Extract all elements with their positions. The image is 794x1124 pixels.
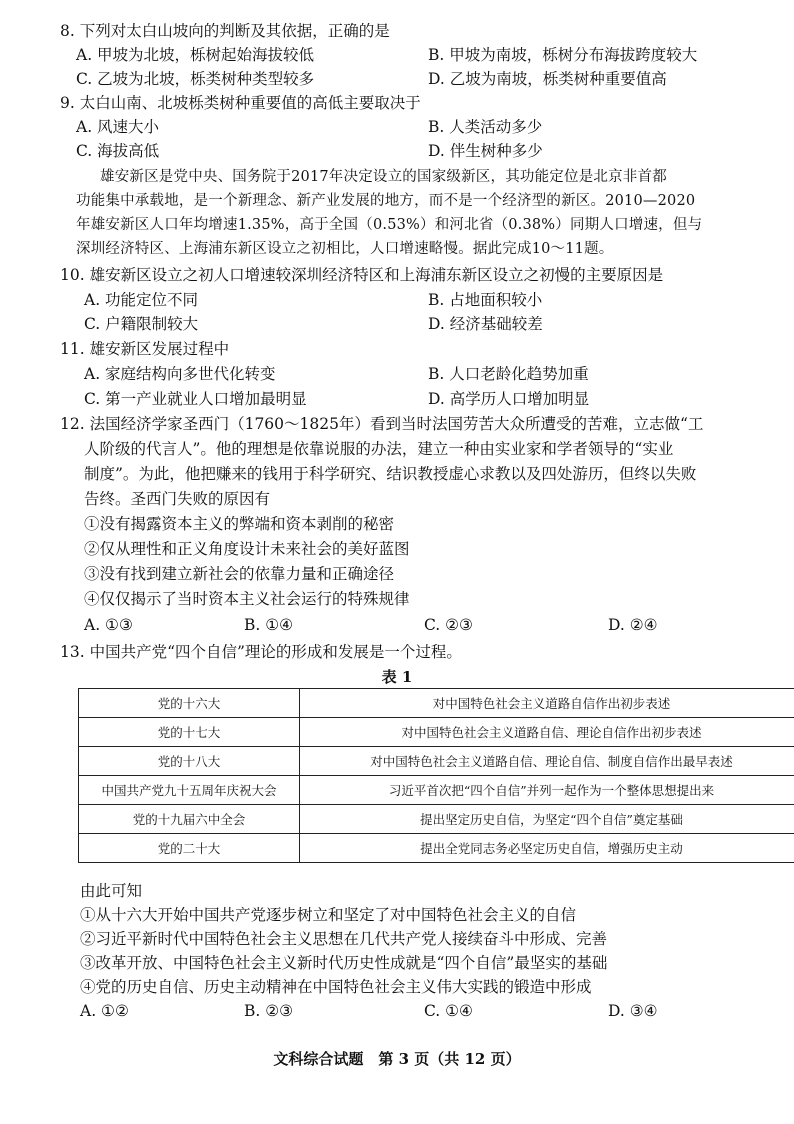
- table-caption: 表 1: [381, 668, 413, 686]
- q12-statement: ④仅仅揭示了当时资本主义社会运行的特殊规律: [84, 590, 410, 608]
- table-cell-content: 提出全党同志务必坚定历史自信，增强历史主动: [300, 834, 794, 863]
- q12-stem-line: 制度”。为此，他把赚来的钱用于科学研究、结识教授虚心求教以及四处游历，但终以失败: [84, 465, 697, 483]
- passage-line: 功能集中承载地，是一个新理念、新产业发展的地方，而不是一个经济型的新区。2010—2020: [76, 193, 696, 209]
- q9-stem: 9. 太白山南、北坡栎类树种重要值的高低主要取决于: [60, 94, 421, 112]
- q12-statement: ①没有揭露资本主义的弊端和资本剥削的秘密: [84, 515, 395, 533]
- table-row: [79, 689, 794, 718]
- timeline-table: [78, 688, 794, 863]
- q8-stem: 8. 下列对太白山坡向的判断及其依据，正确的是: [60, 22, 390, 40]
- q13-statement: ②习近平新时代中国特色社会主义思想在几代共产党人接续奋斗中形成、完善: [80, 930, 608, 948]
- q12-stem-line: 12. 法国经济学家圣西门（1760～1825年）看到当时法国劳苦大众所遭受的苦难，立志做“工: [60, 415, 704, 433]
- q12-option-c: C. ②③: [424, 616, 473, 634]
- table-cell-event: 党的十七大: [79, 718, 300, 747]
- q12-option-b: B. ①④: [244, 616, 294, 634]
- q10-option-a: A. 功能定位不同: [84, 291, 199, 309]
- q13-statement: ④党的历史自信、历史主动精神在中国特色社会主义伟大实践的锻造中形成: [80, 978, 592, 996]
- q12-option-d: D. ②④: [608, 616, 658, 634]
- q9-option-c: C. 海拔高低: [76, 142, 160, 160]
- q9-option-d: D. 伴生树种多少: [428, 142, 543, 160]
- q13-statement: ①从十六大开始中国共产党逐步树立和坚定了对中国特色社会主义的自信: [80, 906, 577, 924]
- q13-lead: 由此可知: [80, 882, 143, 900]
- passage-line: 年雄安新区人口年均增速1.35%，高于全国（0.53%）和河北省（0.38%）同期人口增速，但与: [76, 217, 703, 233]
- q13-option-a: A. ①②: [80, 1002, 129, 1020]
- q10-option-d: D. 经济基础较差: [428, 315, 543, 333]
- q9-option-b: B. 人类活动多少: [428, 118, 543, 136]
- table-cell-event: 党的十九届六中全会: [79, 805, 300, 834]
- table-cell-content: 提出坚定历史自信，为坚定“四个自信”奠定基础: [300, 805, 794, 834]
- table-cell-event: 党的十八大: [79, 747, 300, 776]
- q11-option-c: C. 第一产业就业人口增加最明显: [84, 390, 307, 408]
- q13-option-b: B. ②③: [244, 1002, 294, 1020]
- q9-option-a: A. 风速大小: [76, 118, 160, 136]
- q13-option-d: D. ③④: [608, 1002, 658, 1020]
- table-cell-event: 党的二十大: [79, 834, 300, 863]
- q12-stem-line: 告终。圣西门失败的原因有: [84, 490, 271, 508]
- q12-stem-line: 人阶级的代言人”。他的理想是依靠说服的办法，建立一种由实业家和学者领导的“实业: [84, 440, 674, 458]
- passage-line: 深圳经济特区、上海浦东新区设立之初相比，人口增速略慢。据此完成10～11题。: [76, 241, 614, 257]
- table-cell-content: 习近平首次把“四个自信”并列一起作为一个整体思想提出来: [300, 776, 794, 805]
- page-footer: 文科综合试题 第 3 页（共 12 页）: [273, 1050, 521, 1068]
- q11-stem: 11. 雄安新区发展过程中: [60, 340, 230, 358]
- q11-option-d: D. 高学历人口增加明显: [428, 390, 590, 408]
- table-cell-content: 对中国特色社会主义道路自信作出初步表述: [300, 689, 794, 718]
- q10-option-c: C. 户籍限制较大: [84, 315, 199, 333]
- table-row: [79, 776, 794, 805]
- table-cell-event: 中国共产党九十五周年庆祝大会: [79, 776, 300, 805]
- q11-option-b: B. 人口老龄化趋势加重: [428, 365, 589, 383]
- q8-option-d: D. 乙坡为南坡，栎类树种重要值高: [428, 70, 667, 88]
- table-row: [79, 805, 794, 834]
- q12-option-a: A. ①③: [84, 616, 133, 634]
- q8-option-b: B. 甲坡为南坡，栎树分布海拔跨度较大: [428, 46, 698, 64]
- q12-statement: ②仅从理性和正义角度设计未来社会的美好蓝图: [84, 540, 410, 558]
- table-cell-content: 对中国特色社会主义道路自信、理论自信作出初步表述: [300, 718, 794, 747]
- q13-option-c: C. ①④: [424, 1002, 473, 1020]
- table-row: [79, 718, 794, 747]
- q8-option-a: A. 甲坡为北坡，栎树起始海拔较低: [76, 46, 315, 64]
- q12-statement: ③没有找到建立新社会的依靠力量和正确途径: [84, 565, 395, 583]
- q10-option-b: B. 占地面积较小: [428, 291, 543, 309]
- table-row: [79, 834, 794, 863]
- q10-stem: 10. 雄安新区设立之初人口增速较深圳经济特区和上海浦东新区设立之初慢的主要原因是: [60, 266, 664, 284]
- table-cell-event: 党的十六大: [79, 689, 300, 718]
- q11-option-a: A. 家庭结构向多世代化转变: [84, 365, 276, 383]
- q8-option-c: C. 乙坡为北坡，栎类树种类型较多: [76, 70, 315, 88]
- table-cell-content: 对中国特色社会主义道路自信、理论自信、制度自信作出最早表述: [300, 747, 794, 776]
- q13-statement: ③改革开放、中国特色社会主义新时代历史性成就是“四个自信”最坚实的基础: [80, 954, 608, 972]
- table-row: [79, 747, 794, 776]
- q13-stem: 13. 中国共产党“四个自信”理论的形成和发展是一个过程。: [60, 643, 462, 661]
- passage-line: 雄安新区是党中央、国务院于2017年决定设立的国家级新区，其功能定位是北京非首都: [100, 169, 667, 185]
